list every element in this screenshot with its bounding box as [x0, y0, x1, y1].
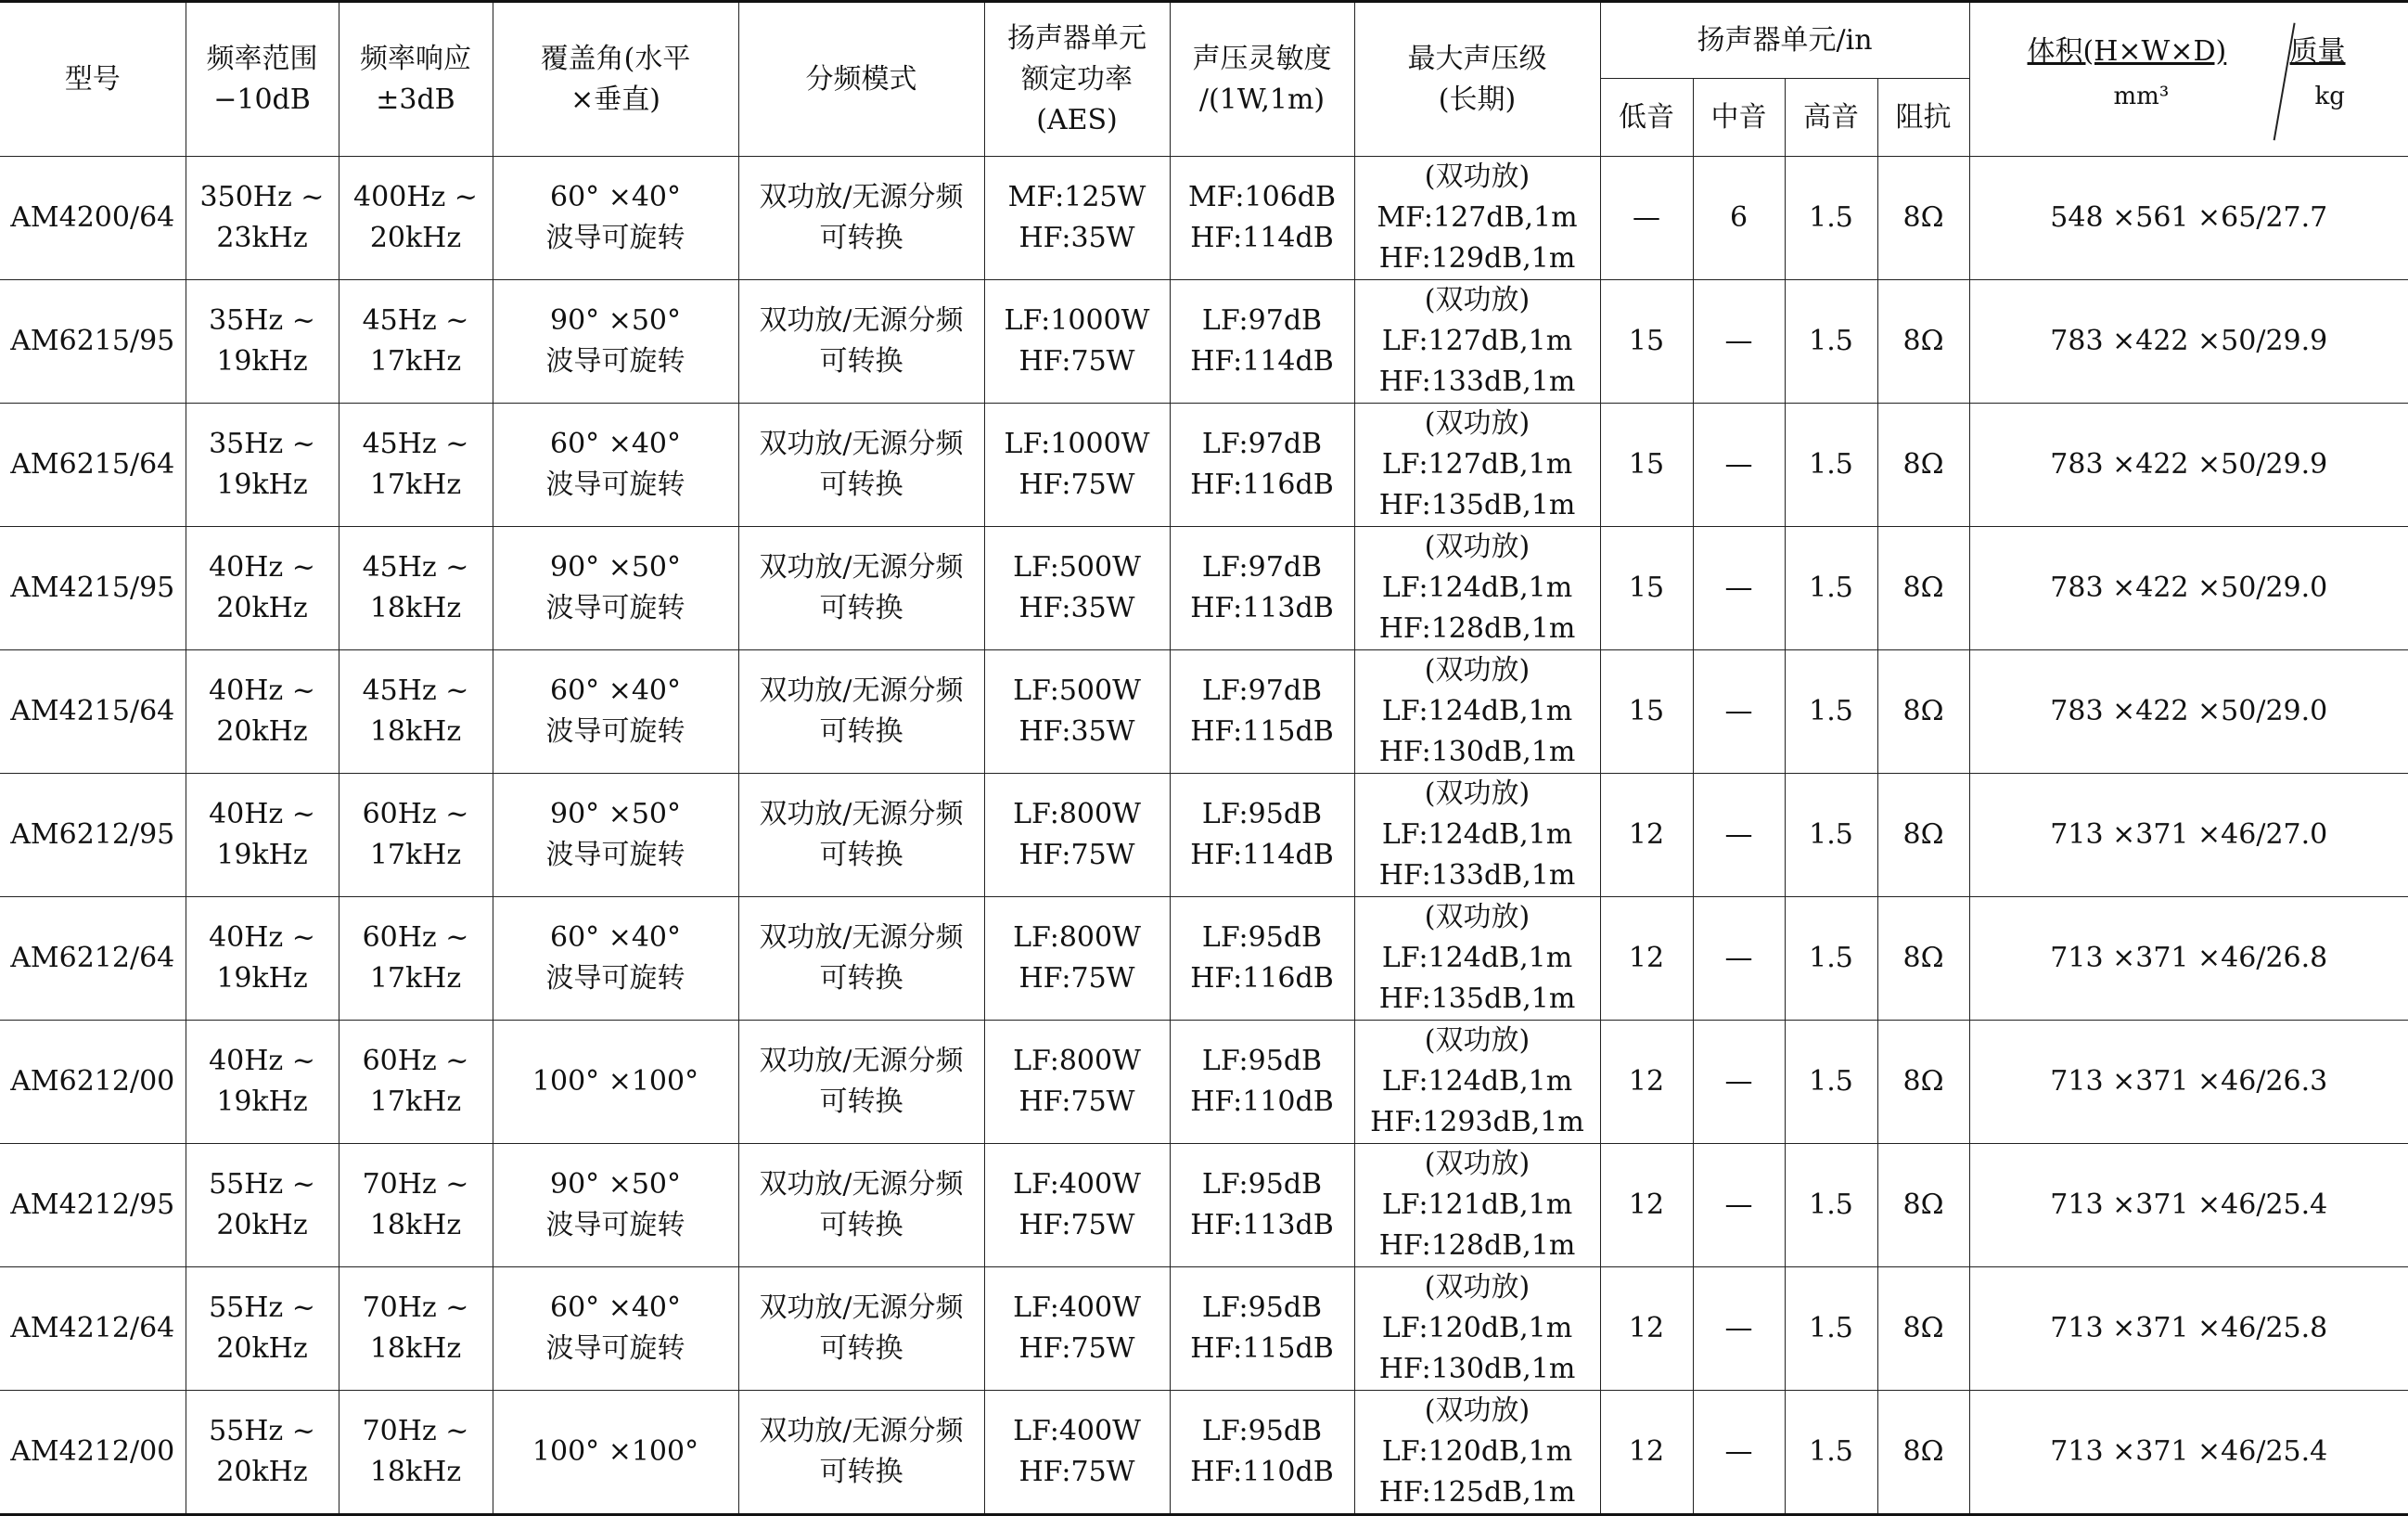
cell-woofer: 12: [1600, 1021, 1693, 1144]
cell-tweeter: 1.5: [1785, 157, 1877, 280]
cell-impedance: 8Ω: [1877, 774, 1969, 897]
cell-volume-mass: 783 ×422 ×50/29.0: [1969, 527, 2408, 650]
cell-sensitivity: LF:95dB HF:113dB: [1170, 1144, 1354, 1267]
cell-impedance: 8Ω: [1877, 1144, 1969, 1267]
cell-coverage: 90° ×50° 波导可旋转: [493, 1144, 738, 1267]
cell-impedance: 8Ω: [1877, 404, 1969, 527]
table-row: [0, 404, 2408, 527]
cell-freq-range: 35Hz ~ 19kHz: [186, 280, 339, 404]
cell-volume-mass: 783 ×422 ×50/29.9: [1969, 280, 2408, 404]
cell-power: LF:1000W HF:75W: [984, 404, 1170, 527]
diagonal-divider: [1970, 3, 2408, 156]
cell-power: LF:800W HF:75W: [984, 1021, 1170, 1144]
cell-max-spl: (双功放) MF:127dB,1m HF:129dB,1m: [1354, 157, 1600, 280]
cell-midrange: —: [1693, 1021, 1785, 1144]
header-volume: 体积(H×W×D): [2027, 35, 2227, 68]
cell-freq-response: 60Hz ~ 17kHz: [339, 897, 493, 1021]
cell-woofer: 12: [1600, 774, 1693, 897]
cell-freq-response: 45Hz ~ 17kHz: [339, 280, 493, 404]
cell-model: AM4200/64: [0, 157, 186, 280]
cell-power: LF:400W HF:75W: [984, 1267, 1170, 1391]
cell-coverage: 60° ×40° 波导可旋转: [493, 650, 738, 774]
cell-max-spl: (双功放) LF:127dB,1m HF:133dB,1m: [1354, 280, 1600, 404]
cell-woofer: 15: [1600, 650, 1693, 774]
cell-impedance: 8Ω: [1877, 280, 1969, 404]
cell-power: LF:800W HF:75W: [984, 897, 1170, 1021]
cell-sensitivity: LF:97dB HF:115dB: [1170, 650, 1354, 774]
cell-midrange: —: [1693, 1144, 1785, 1267]
cell-woofer: 12: [1600, 1144, 1693, 1267]
cell-sensitivity: LF:95dB HF:116dB: [1170, 897, 1354, 1021]
cell-midrange: —: [1693, 650, 1785, 774]
cell-max-spl: (双功放) LF:120dB,1m HF:130dB,1m: [1354, 1267, 1600, 1391]
cell-freq-response: 60Hz ~ 17kHz: [339, 774, 493, 897]
table-body: [0, 157, 2408, 1515]
cell-freq-response: 70Hz ~ 18kHz: [339, 1267, 493, 1391]
cell-crossover: 双功放/无源分频 可转换: [738, 1267, 984, 1391]
cell-max-spl: (双功放) LF:124dB,1m HF:133dB,1m: [1354, 774, 1600, 897]
cell-woofer: 15: [1600, 280, 1693, 404]
cell-coverage: 60° ×40° 波导可旋转: [493, 1267, 738, 1391]
cell-freq-range: 55Hz ~ 20kHz: [186, 1391, 339, 1515]
header-units-group: 扬声器单元/in: [1600, 2, 1969, 79]
cell-volume-mass: 713 ×371 ×46/25.8: [1969, 1267, 2408, 1391]
cell-midrange: 6: [1693, 157, 1785, 280]
cell-model: AM6215/64: [0, 404, 186, 527]
cell-woofer: —: [1600, 157, 1693, 280]
cell-volume-mass: 713 ×371 ×46/25.4: [1969, 1391, 2408, 1515]
cell-crossover: 双功放/无源分频 可转换: [738, 404, 984, 527]
header-coverage: 覆盖角(水平 ×垂直): [493, 2, 738, 157]
cell-freq-range: 40Hz ~ 19kHz: [186, 897, 339, 1021]
header-midrange: 中音: [1693, 79, 1785, 157]
cell-coverage: 90° ×50° 波导可旋转: [493, 280, 738, 404]
table-row: [0, 650, 2408, 774]
cell-sensitivity: LF:95dB HF:115dB: [1170, 1267, 1354, 1391]
cell-impedance: 8Ω: [1877, 1391, 1969, 1515]
cell-volume-mass: 548 ×561 ×65/27.7: [1969, 157, 2408, 280]
header-freq-response: 频率响应 ±3dB: [339, 2, 493, 157]
table-row: [0, 280, 2408, 404]
cell-freq-response: 400Hz ~ 20kHz: [339, 157, 493, 280]
cell-volume-mass: 713 ×371 ×46/26.3: [1969, 1021, 2408, 1144]
cell-max-spl: (双功放) LF:120dB,1m HF:125dB,1m: [1354, 1391, 1600, 1515]
cell-tweeter: 1.5: [1785, 897, 1877, 1021]
cell-freq-range: 55Hz ~ 20kHz: [186, 1267, 339, 1391]
cell-tweeter: 1.5: [1785, 1021, 1877, 1144]
cell-crossover: 双功放/无源分频 可转换: [738, 774, 984, 897]
cell-max-spl: (双功放) LF:124dB,1m HF:130dB,1m: [1354, 650, 1600, 774]
cell-volume-mass: 783 ×422 ×50/29.0: [1969, 650, 2408, 774]
cell-max-spl: (双功放) LF:127dB,1m HF:135dB,1m: [1354, 404, 1600, 527]
cell-woofer: 12: [1600, 1267, 1693, 1391]
cell-max-spl: (双功放) LF:124dB,1m HF:128dB,1m: [1354, 527, 1600, 650]
cell-tweeter: 1.5: [1785, 404, 1877, 527]
cell-volume-mass: 783 ×422 ×50/29.9: [1969, 404, 2408, 527]
cell-tweeter: 1.5: [1785, 774, 1877, 897]
cell-impedance: 8Ω: [1877, 897, 1969, 1021]
cell-freq-range: 40Hz ~ 20kHz: [186, 527, 339, 650]
header-row: [0, 2, 2408, 79]
cell-freq-response: 45Hz ~ 18kHz: [339, 650, 493, 774]
cell-freq-range: 40Hz ~ 20kHz: [186, 650, 339, 774]
header-volume-unit: mm³: [2113, 83, 2170, 110]
header-model: 型号: [0, 2, 186, 157]
cell-sensitivity: LF:97dB HF:114dB: [1170, 280, 1354, 404]
cell-impedance: 8Ω: [1877, 1267, 1969, 1391]
table-row: [0, 1021, 2408, 1144]
cell-crossover: 双功放/无源分频 可转换: [738, 650, 984, 774]
cell-tweeter: 1.5: [1785, 1267, 1877, 1391]
cell-midrange: —: [1693, 1391, 1785, 1515]
cell-crossover: 双功放/无源分频 可转换: [738, 527, 984, 650]
cell-freq-response: 70Hz ~ 18kHz: [339, 1144, 493, 1267]
cell-impedance: 8Ω: [1877, 1021, 1969, 1144]
cell-midrange: —: [1693, 774, 1785, 897]
header-freq-range: 频率范围 −10dB: [186, 2, 339, 157]
cell-model: AM4212/00: [0, 1391, 186, 1515]
cell-freq-response: 60Hz ~ 17kHz: [339, 1021, 493, 1144]
cell-tweeter: 1.5: [1785, 280, 1877, 404]
cell-freq-range: 350Hz ~ 23kHz: [186, 157, 339, 280]
cell-freq-range: 35Hz ~ 19kHz: [186, 404, 339, 527]
header-max-spl: 最大声压级 (长期): [1354, 2, 1600, 157]
header-sensitivity: 声压灵敏度 /(1W,1m): [1170, 2, 1354, 157]
cell-coverage: 60° ×40° 波导可旋转: [493, 157, 738, 280]
cell-power: LF:800W HF:75W: [984, 774, 1170, 897]
cell-sensitivity: LF:95dB HF:110dB: [1170, 1021, 1354, 1144]
cell-model: AM4215/95: [0, 527, 186, 650]
cell-power: LF:500W HF:35W: [984, 527, 1170, 650]
header-tweeter: 高音: [1785, 79, 1877, 157]
cell-model: AM6212/95: [0, 774, 186, 897]
cell-power: LF:400W HF:75W: [984, 1391, 1170, 1515]
cell-volume-mass: 713 ×371 ×46/25.4: [1969, 1144, 2408, 1267]
cell-woofer: 12: [1600, 1391, 1693, 1515]
cell-power: LF:400W HF:75W: [984, 1144, 1170, 1267]
cell-sensitivity: LF:95dB HF:110dB: [1170, 1391, 1354, 1515]
cell-midrange: —: [1693, 404, 1785, 527]
cell-model: AM4215/64: [0, 650, 186, 774]
cell-woofer: 15: [1600, 404, 1693, 527]
header-mass: 质量: [2289, 35, 2346, 68]
table-row: [0, 774, 2408, 897]
table-row: [0, 897, 2408, 1021]
cell-midrange: —: [1693, 1267, 1785, 1391]
cell-power: LF:500W HF:35W: [984, 650, 1170, 774]
cell-freq-range: 55Hz ~ 20kHz: [186, 1144, 339, 1267]
cell-crossover: 双功放/无源分频 可转换: [738, 157, 984, 280]
cell-power: MF:125W HF:35W: [984, 157, 1170, 280]
cell-model: AM6212/64: [0, 897, 186, 1021]
cell-coverage: 60° ×40° 波导可旋转: [493, 897, 738, 1021]
header-crossover: 分频模式: [738, 2, 984, 157]
cell-midrange: —: [1693, 897, 1785, 1021]
cell-crossover: 双功放/无源分频 可转换: [738, 897, 984, 1021]
cell-coverage: 100° ×100°: [493, 1391, 738, 1515]
cell-tweeter: 1.5: [1785, 527, 1877, 650]
cell-max-spl: (双功放) LF:121dB,1m HF:128dB,1m: [1354, 1144, 1600, 1267]
cell-crossover: 双功放/无源分频 可转换: [738, 1144, 984, 1267]
cell-freq-response: 70Hz ~ 18kHz: [339, 1391, 493, 1515]
cell-woofer: 12: [1600, 897, 1693, 1021]
cell-freq-range: 40Hz ~ 19kHz: [186, 1021, 339, 1144]
cell-coverage: 90° ×50° 波导可旋转: [493, 774, 738, 897]
cell-volume-mass: 713 ×371 ×46/27.0: [1969, 774, 2408, 897]
cell-impedance: 8Ω: [1877, 650, 1969, 774]
table-row: [0, 1144, 2408, 1267]
cell-power: LF:1000W HF:75W: [984, 280, 1170, 404]
cell-model: AM4212/95: [0, 1144, 186, 1267]
cell-sensitivity: LF:95dB HF:114dB: [1170, 774, 1354, 897]
cell-freq-response: 45Hz ~ 17kHz: [339, 404, 493, 527]
cell-model: AM6212/00: [0, 1021, 186, 1144]
cell-woofer: 15: [1600, 527, 1693, 650]
cell-freq-range: 40Hz ~ 19kHz: [186, 774, 339, 897]
cell-sensitivity: LF:97dB HF:113dB: [1170, 527, 1354, 650]
header-volume-mass: [1969, 2, 2408, 157]
table-row: [0, 1267, 2408, 1391]
cell-model: AM6215/95: [0, 280, 186, 404]
cell-max-spl: (双功放) LF:124dB,1m HF:1293dB,1m: [1354, 1021, 1600, 1144]
header-power: 扬声器单元 额定功率 (AES): [984, 2, 1170, 157]
cell-crossover: 双功放/无源分频 可转换: [738, 1021, 984, 1144]
cell-coverage: 60° ×40° 波导可旋转: [493, 404, 738, 527]
header-impedance: 阻抗: [1877, 79, 1969, 157]
cell-tweeter: 1.5: [1785, 1144, 1877, 1267]
cell-sensitivity: LF:97dB HF:116dB: [1170, 404, 1354, 527]
cell-tweeter: 1.5: [1785, 650, 1877, 774]
cell-midrange: —: [1693, 527, 1785, 650]
table-row: [0, 1391, 2408, 1515]
cell-max-spl: (双功放) LF:124dB,1m HF:135dB,1m: [1354, 897, 1600, 1021]
cell-impedance: 8Ω: [1877, 527, 1969, 650]
cell-crossover: 双功放/无源分频 可转换: [738, 280, 984, 404]
table-row: [0, 157, 2408, 280]
header-mass-unit: kg: [2314, 83, 2345, 110]
cell-freq-response: 45Hz ~ 18kHz: [339, 527, 493, 650]
cell-sensitivity: MF:106dB HF:114dB: [1170, 157, 1354, 280]
cell-impedance: 8Ω: [1877, 157, 1969, 280]
cell-crossover: 双功放/无源分频 可转换: [738, 1391, 984, 1515]
cell-coverage: 90° ×50° 波导可旋转: [493, 527, 738, 650]
cell-coverage: 100° ×100°: [493, 1021, 738, 1144]
cell-volume-mass: 713 ×371 ×46/26.8: [1969, 897, 2408, 1021]
table-row: [0, 527, 2408, 650]
cell-midrange: —: [1693, 280, 1785, 404]
cell-model: AM4212/64: [0, 1267, 186, 1391]
header-woofer: 低音: [1600, 79, 1693, 157]
cell-tweeter: 1.5: [1785, 1391, 1877, 1515]
